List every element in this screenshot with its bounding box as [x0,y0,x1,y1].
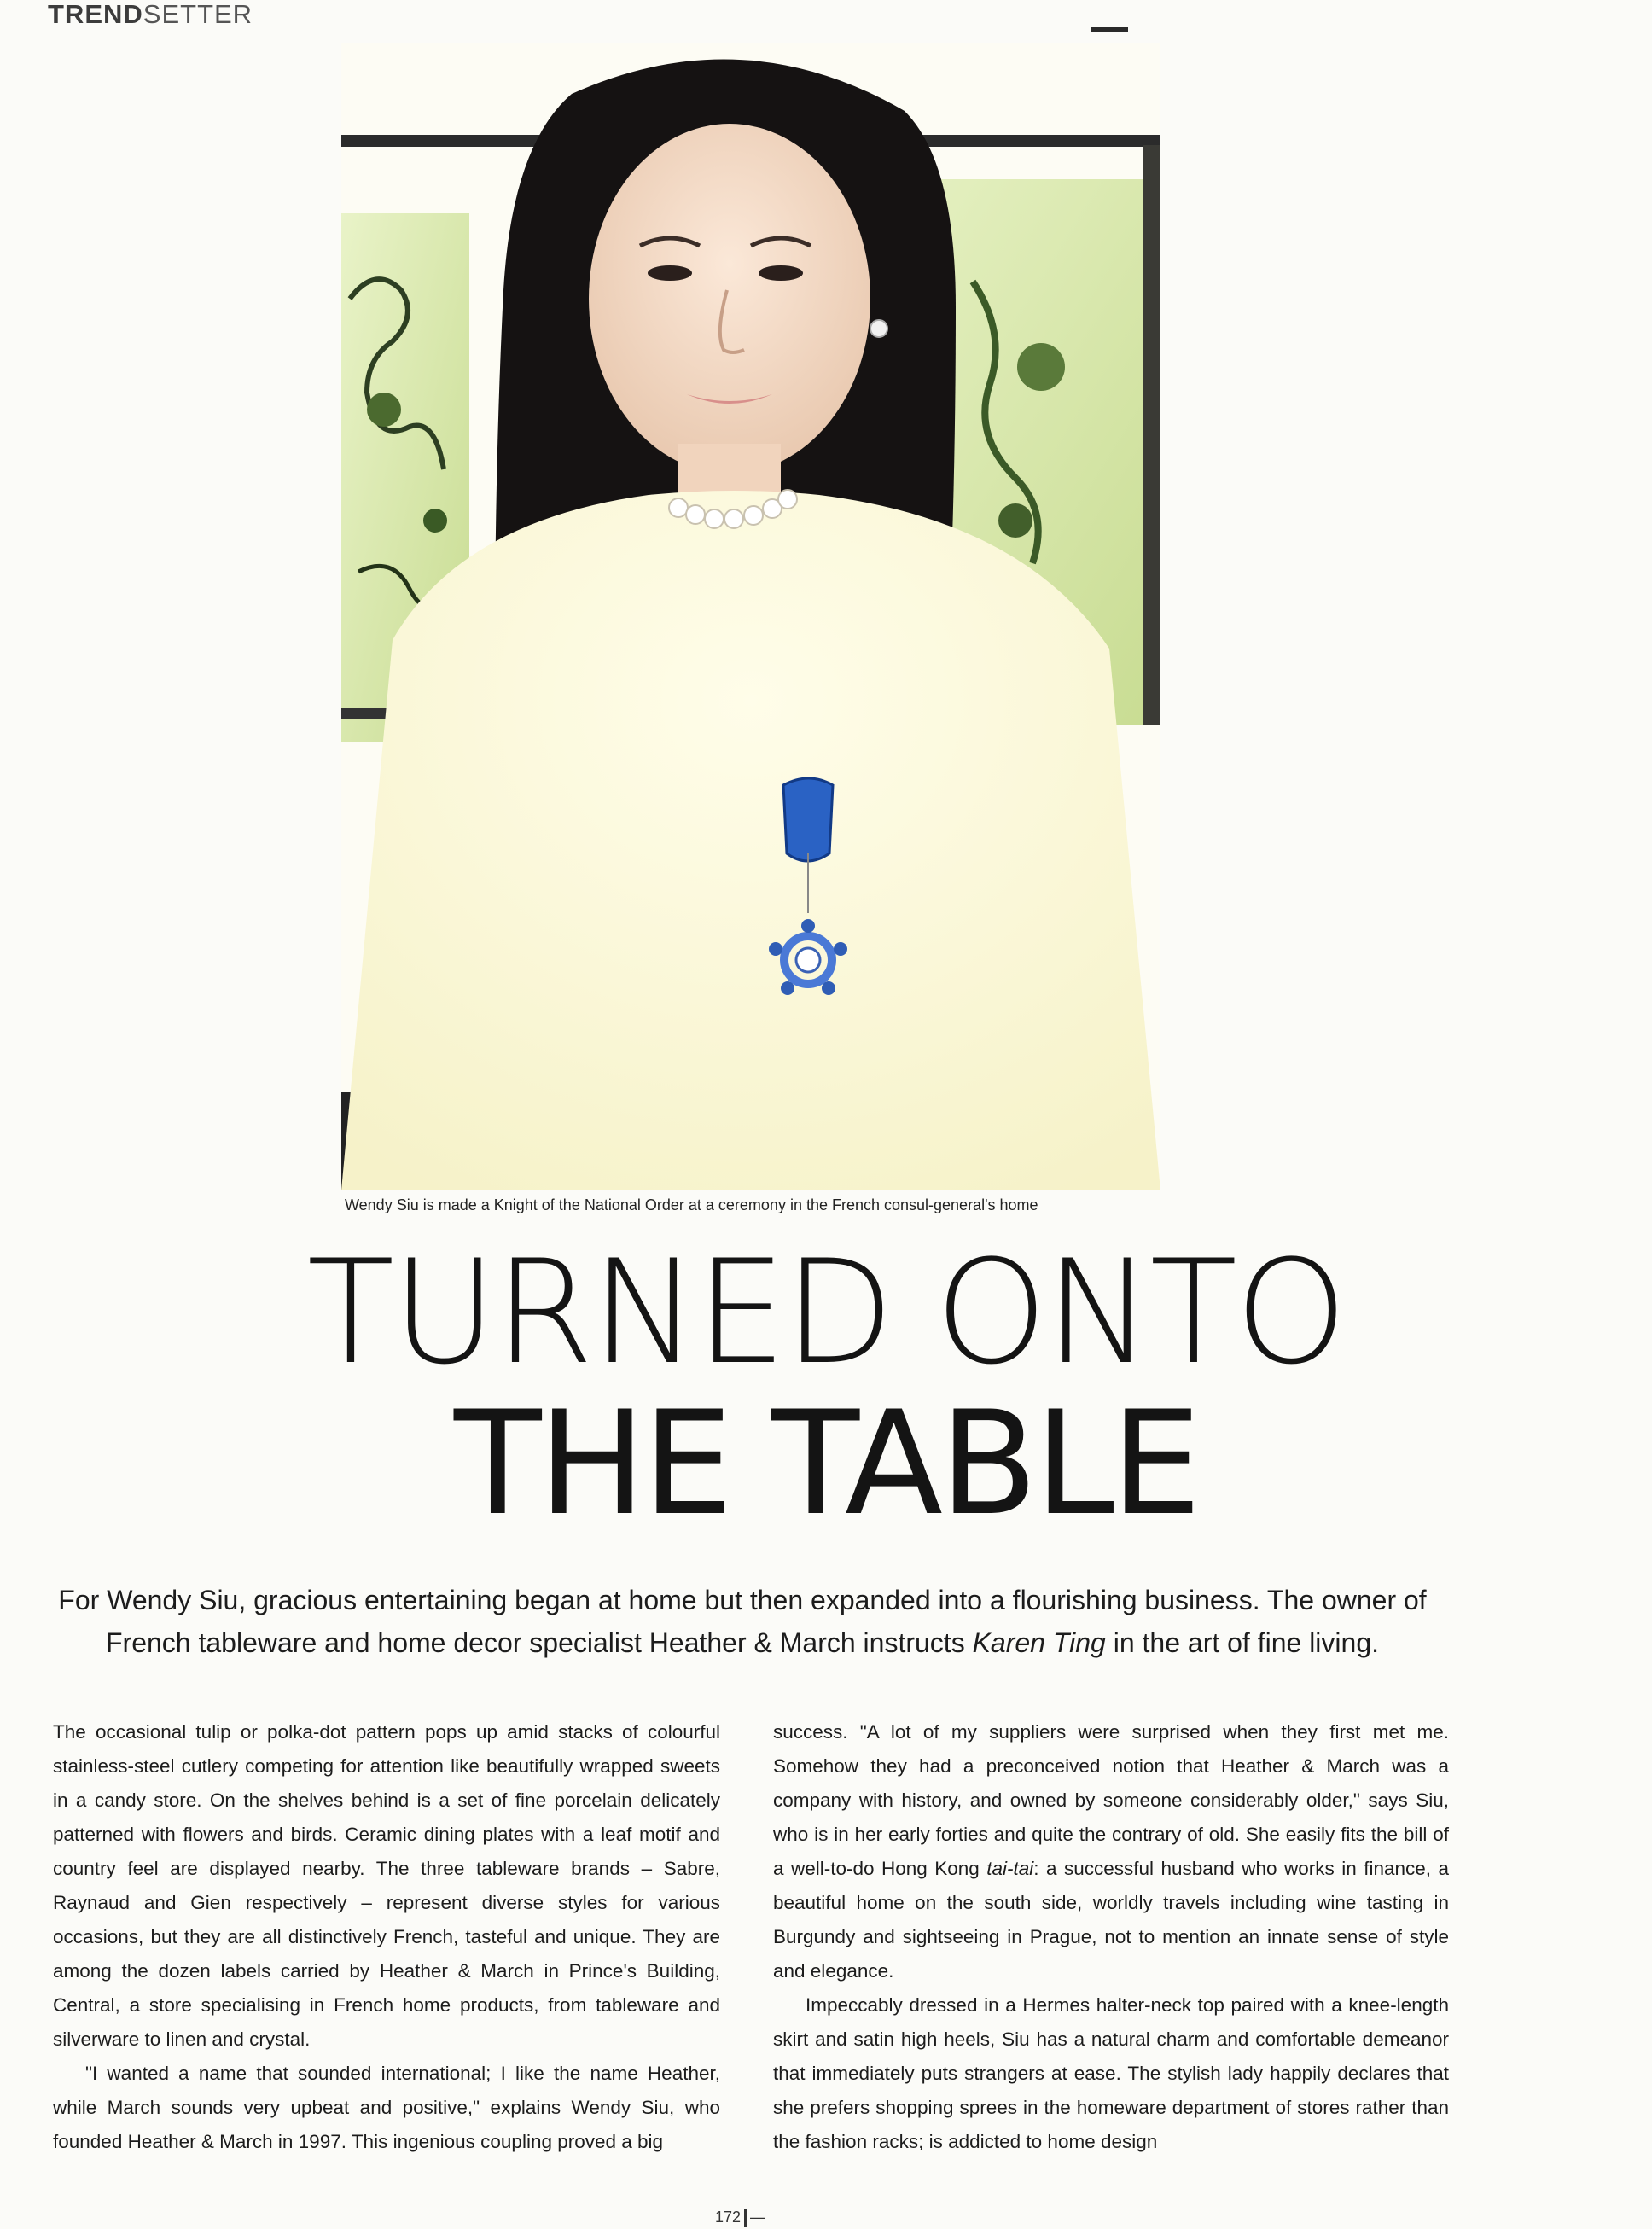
body-paragraph-part: success. "A lot of my suppliers were surprised when they first met me. Somehow they had a preconceived notion that Heather & March was a company with history, and owned by someone considerably older," says Siu, who is in her early forties and quite the contrary of old. She easily fits the bill of a well-to-do Hong Kong [773,1721,1449,1879]
headline [0,1229,1652,1547]
body-paragraph: "I wanted a name that sounded international; I like the name Heather, while March sounds very upbeat and positive," explains Wendy Siu, who founded Heather & March in 1997. This ingenious coupling proved a big [53,2063,720,2152]
standfirst-author: Karen Ting [972,1627,1106,1658]
headline-line2: THE TABLE [453,1380,1198,1547]
headline-line1: TURNED ONTO [306,1229,1346,1396]
body-term: tai-tai [986,1858,1034,1879]
page-number: 172 [715,2209,742,2226]
portrait-photo [341,43,1160,1190]
folio-mark: — [750,2209,766,2226]
standfirst-part1: For Wendy Siu, gracious entertaining began at home but then expanded into a flourishing business. The owner of French tableware and home decor specialist Heather & March instructs [58,1585,1427,1658]
body-column-left [53,1715,720,2159]
header-rule [1091,27,1128,32]
portrait-photo-icon [341,43,1160,1190]
folio-bar [744,2209,747,2227]
page-folio [715,2209,765,2227]
standfirst [51,1579,1434,1664]
standfirst-part2: in the art of fine living. [1105,1627,1379,1658]
body-paragraph: Impeccably dressed in a Hermes halter-neck top paired with a knee-length skirt and satin high heels, Siu has a natural charm and comfortable demeanor that immediately puts strangers at ease. The stylish lady happily declares that she prefers shopping sprees in the homeware department of stores rather than the fashion racks; is addicted to home design [773,1994,1449,2152]
body-column-right [773,1715,1449,2159]
body-paragraph [773,1715,1449,1988]
section-label-bold: TREND [48,0,143,29]
section-label [48,0,253,29]
body-paragraph-part: : a successful husband who works in finance, a beautiful home on the south side, worldly travels including wine tasting in Burgundy and sightseeing in Prague, not to mention an innate sense of style and elegance. [773,1858,1449,1982]
body-paragraph: The occasional tulip or polka-dot pattern pops up amid stacks of colourful stainless-steel cutlery competing for attention like beautifully wrapped sweets in a candy store. On the shelves behind is a set of fine porcelain delicately patterned with flowers and birds. Ceramic dining plates with a leaf motif and country feel are displayed nearby. The three tableware brands – Sabre, Raynaud and Gien respectively – represent diverse styles for various occasions, but they are all distinctively French, tasteful and unique. They are among the dozen labels carried by Heather & March in Prince's Building, Central, a store specialising in French home products, from tableware and silverware to linen and crystal. [53,1721,720,2050]
photo-caption: Wendy Siu is made a Knight of the National Order at a ceremony in the French consul-general's home [345,1196,1038,1213]
section-label-light: SETTER [143,0,253,29]
